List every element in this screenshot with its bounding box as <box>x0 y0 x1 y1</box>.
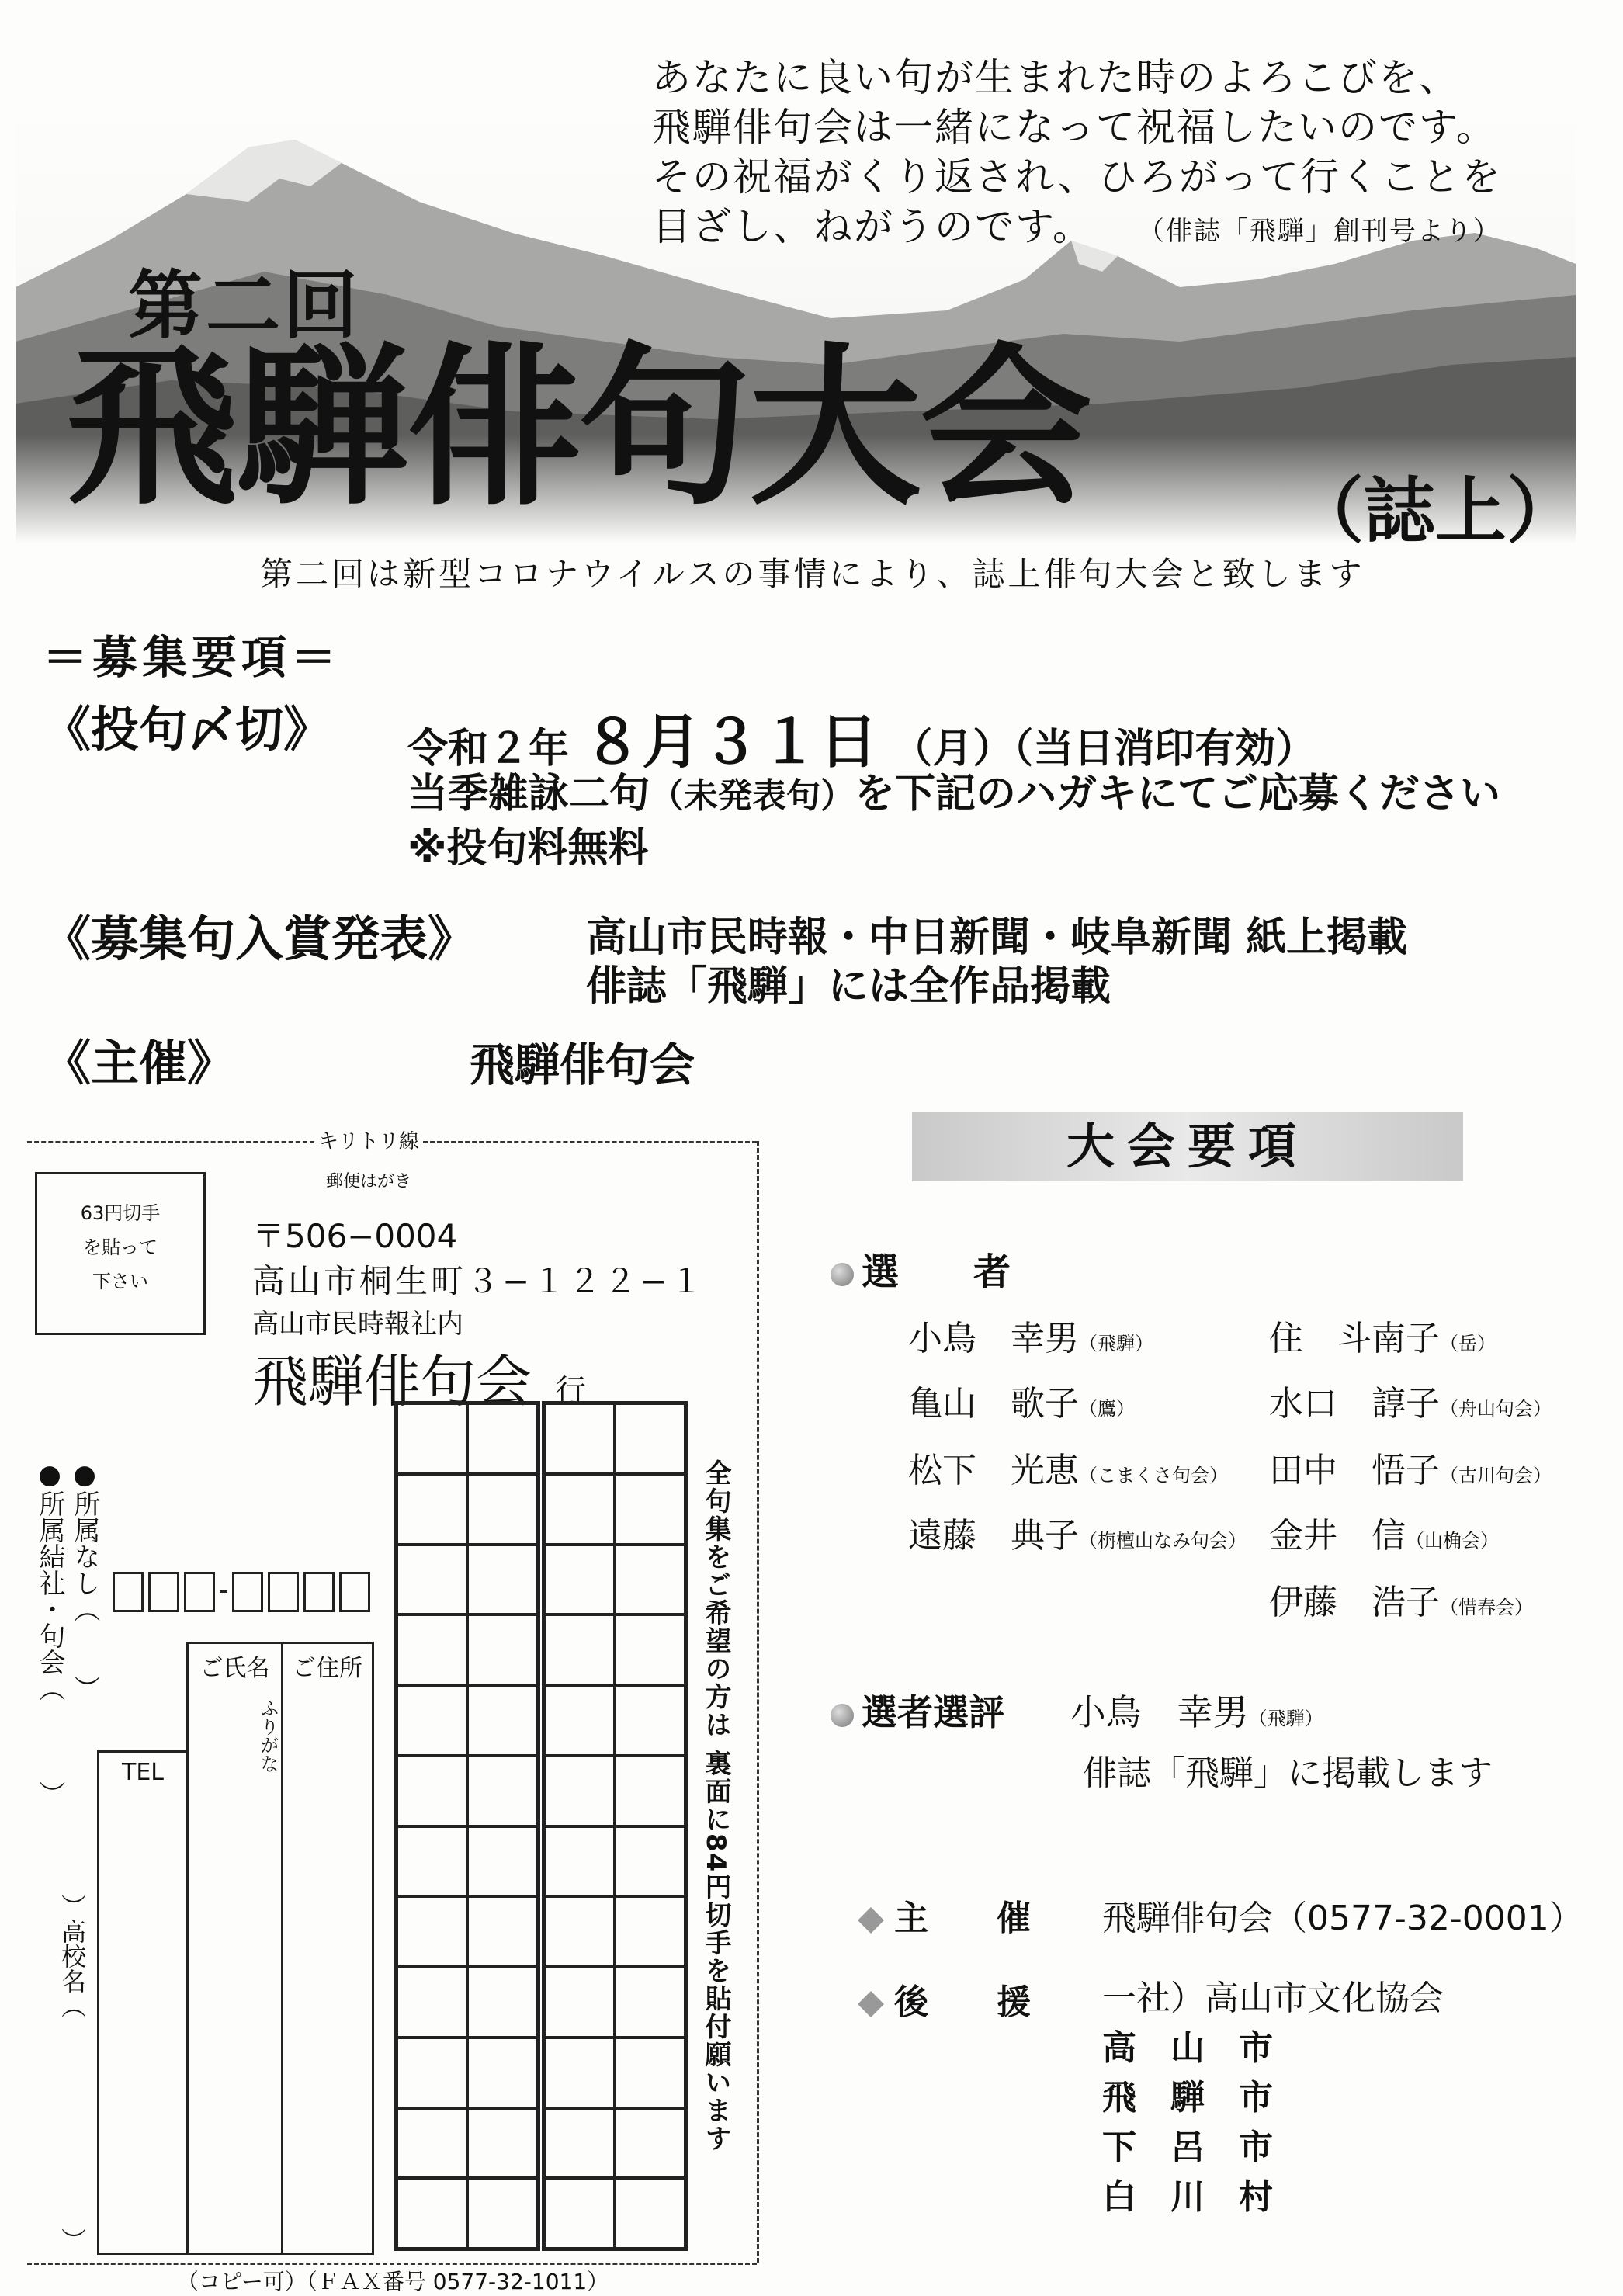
review-name: 小鳥 幸男 <box>1070 1691 1249 1733</box>
postal-digit-box[interactable] <box>232 1572 263 1612</box>
supporter-item: 一社）高山市文化協会 <box>1102 1979 1444 2018</box>
judge-left-1 <box>908 1310 1153 1360</box>
recipient-address: 高山市桐生町３−１２２−１ <box>252 1262 706 1300</box>
sender-postal-boxes <box>113 1572 370 1612</box>
judge-name: 水口 諄子 <box>1269 1384 1440 1424</box>
review-label: 選者選評 <box>862 1691 1004 1733</box>
judge-name: 金井 信 <box>1269 1516 1406 1556</box>
organizer-row <box>862 1890 1583 1940</box>
postcard-label: 郵便はがき <box>326 1172 412 1191</box>
supporter-item: 飛 騨 市 <box>1102 2078 1273 2117</box>
stamp-line-2: を貼って <box>83 1236 158 1258</box>
postal-digit-box[interactable] <box>113 1572 144 1612</box>
judge-group: （舟山句会） <box>1440 1398 1552 1420</box>
announce-label: 《募集句入賞発表》 <box>43 910 477 967</box>
submission-paren: （未発表句） <box>650 776 855 816</box>
judges-heading <box>831 1242 1011 1295</box>
school-close: ） <box>57 2228 87 2253</box>
judge-left-3 <box>908 1442 1228 1492</box>
judge-left-2 <box>908 1375 1135 1425</box>
announce-line-2: 俳誌「飛騨」には全作品掲載 <box>586 963 1111 1010</box>
quote-line-3: その祝福がくり返され、ひろがって行くことを <box>652 154 1502 199</box>
support-label: 後 援 <box>894 1982 1031 2022</box>
judge-right-1 <box>1269 1310 1496 1360</box>
postal-digit-box[interactable] <box>268 1572 299 1612</box>
announce-line-1: 高山市民時報・中日新聞・岐阜新聞 紙上掲載 <box>586 914 1408 961</box>
bullet-icon <box>831 1263 854 1286</box>
supporter-item: 高 山 市 <box>1102 2028 1273 2068</box>
diamond-icon <box>858 1991 884 2017</box>
supporters-list <box>1102 1974 1444 2222</box>
judge-name: 遠藤 典子 <box>908 1516 1079 1556</box>
judges-label: 選 者 <box>862 1250 1011 1294</box>
postal-hyphen <box>220 1590 227 1612</box>
host-label: 《主催》 <box>43 1035 236 1091</box>
supporter-item: 白 川 村 <box>1102 2177 1273 2217</box>
stamp-line-1: 63円切手 <box>80 1202 161 1224</box>
diamond-icon <box>858 1907 884 1934</box>
anthology-note: 全句集をご希望の方は 裏面に84円切手を貼付願います <box>700 1459 731 2153</box>
organizer-label: 主 催 <box>894 1899 1031 1938</box>
support-row <box>862 1974 1031 2024</box>
review-group: （飛騨） <box>1248 1708 1323 1729</box>
name-label: ご氏名 <box>199 1655 270 1682</box>
deadline-date: ８月３１日 <box>583 707 879 776</box>
deadline-post: （月）（当日消印有効） <box>892 726 1316 772</box>
affiliation-label: ●所属結社・句会（ ） <box>34 1459 65 1807</box>
submission-line <box>407 761 1500 819</box>
cut-line-label: キリトリ線 <box>318 1130 420 1153</box>
judge-name: 小鳥 幸男 <box>908 1319 1079 1358</box>
cut-line-left <box>27 1141 314 1143</box>
postal-code: 〒506−0004 <box>252 1217 458 1255</box>
fee-note: ※投句料無料 <box>407 825 649 872</box>
haiku-grid-2[interactable] <box>542 1401 688 2251</box>
postal-digit-box[interactable] <box>303 1572 335 1612</box>
subtitle-note: 第二回は新型コロナウイルスの事情により、誌上俳句大会と致します <box>260 555 1365 593</box>
quote-line-1: あなたに良い句が生まれた時のよろこびを、 <box>652 55 1459 100</box>
address-label: ご住所 <box>293 1655 362 1682</box>
judge-name: 亀山 歌子 <box>908 1384 1079 1424</box>
judge-group: （栴檀山なみ句会） <box>1079 1530 1247 1552</box>
judge-right-5 <box>1269 1574 1533 1624</box>
judge-group: （こまくさ句会） <box>1079 1465 1228 1486</box>
cut-line-vertical <box>757 1141 759 2263</box>
submission-pre: 当季雑詠二句 <box>407 771 650 817</box>
judge-name: 住 斗南子 <box>1269 1319 1440 1358</box>
review-note: 俳誌「飛騨」に掲載します <box>1083 1753 1493 1793</box>
tel-label: TEL <box>122 1759 164 1786</box>
judge-right-2 <box>1269 1375 1552 1425</box>
title-suffix: （誌上） <box>1292 469 1579 553</box>
postcard-footer: （コピー可）（ＦＡＸ番号 0577-32-1011） <box>177 2269 609 2294</box>
furigana-label: ふりがな <box>257 1698 279 1773</box>
judge-name: 田中 悟子 <box>1269 1451 1440 1490</box>
quote-line-4-text: 目ざし、ねがうのです。 <box>652 204 1093 249</box>
event-heading: 大会要項 <box>1066 1118 1309 1174</box>
judge-group: （飛騨） <box>1079 1333 1153 1354</box>
judge-group: （古川句会） <box>1440 1465 1552 1486</box>
submission-post: を下記のハガキにてご応募ください <box>855 771 1501 817</box>
organizer-value: 飛騨俳句会（0577-32-0001） <box>1102 1899 1583 1938</box>
quote-line-2: 飛騨俳句会は一緒になって祝福したいのです。 <box>652 105 1496 150</box>
judge-name: 伊藤 浩子 <box>1269 1583 1440 1622</box>
postal-digit-box[interactable] <box>339 1572 370 1612</box>
tel-field[interactable] <box>97 1750 189 2255</box>
haiku-grid-1[interactable] <box>394 1401 540 2251</box>
judge-group: （山桷会） <box>1406 1530 1499 1552</box>
quote-line-4 <box>652 196 1501 251</box>
quote-source: （俳誌「飛騨」創刊号より） <box>1137 216 1501 247</box>
host-value: 飛騨俳句会 <box>470 1039 695 1091</box>
address-field[interactable] <box>281 1642 374 2255</box>
cut-line-right <box>423 1141 757 1143</box>
event-heading-box <box>912 1112 1463 1181</box>
requirements-heading: ＝募集要項＝ <box>43 631 342 684</box>
main-title: 飛騨俳句大会 <box>66 327 1091 529</box>
judge-right-3 <box>1269 1442 1552 1492</box>
judge-group: （惜春会） <box>1440 1597 1533 1618</box>
recipient-name: 飛騨俳句会 <box>252 1349 532 1414</box>
name-field[interactable] <box>186 1642 283 2255</box>
judge-name: 松下 光恵 <box>908 1451 1079 1490</box>
judge-group: （鷹） <box>1079 1398 1135 1420</box>
school-label: ）高校名（ <box>57 1894 87 2018</box>
deadline-pre: 令和２年 <box>407 726 570 772</box>
review-row <box>831 1684 1323 1736</box>
deadline-label: 《投句〆切》 <box>43 701 332 758</box>
judge-group: （岳） <box>1440 1333 1496 1354</box>
postal-digit-box[interactable] <box>148 1572 179 1612</box>
recipient-building: 高山市民時報社内 <box>252 1309 463 1340</box>
stamp-line-3: 下さい <box>92 1271 148 1292</box>
stamp-box <box>35 1172 206 1335</box>
edition-label: 第二回 <box>128 262 361 349</box>
postal-digit-box[interactable] <box>184 1572 215 1612</box>
judge-left-4 <box>908 1507 1247 1557</box>
bullet-icon <box>831 1704 854 1727</box>
judge-right-4 <box>1269 1507 1499 1557</box>
no-affiliation-label: ●所属なし（ ） <box>69 1459 100 1701</box>
supporter-item: 下 呂 市 <box>1102 2128 1273 2167</box>
recipient-suffix: 行 <box>555 1373 587 1409</box>
